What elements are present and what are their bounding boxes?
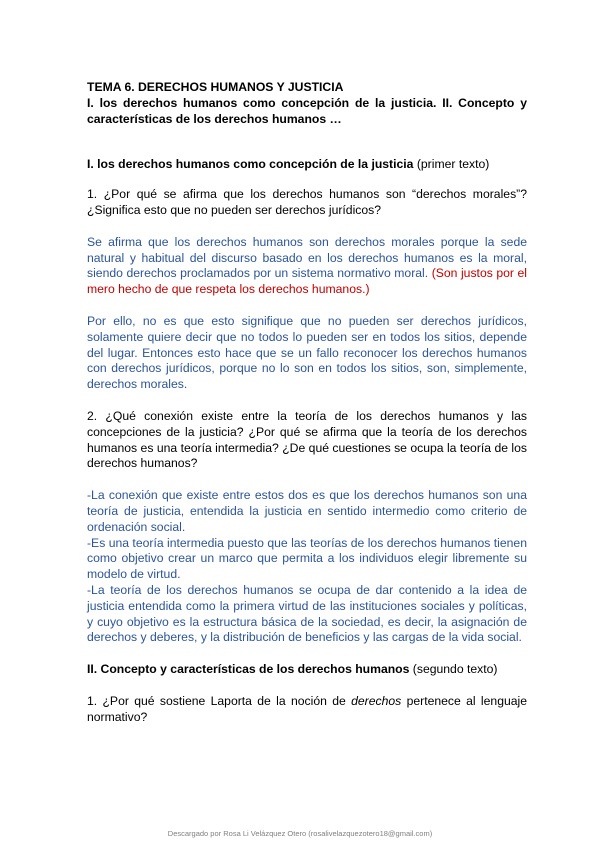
answer-1-red-note: (Son justos por el mero hecho de que respeta los derechos humanos.) <box>87 266 527 297</box>
section2-q1-post: pertenece al lenguaje normativo? <box>87 693 528 724</box>
download-footer: Descargado por Rosa Li Velázquez Otero (rosalivelazquezotero18@gmail.com) <box>167 829 433 838</box>
answer-1-text: Se afirma que los derechos humanos son derechos morales porque la sede natural y habitual del discurso basado en los derechos humanos es la moral, siendo derechos proclamados por un sistema normativo moral. <box>87 234 527 281</box>
section1-heading-note: (primer texto) <box>413 157 490 172</box>
section1-heading <box>87 157 527 173</box>
section2-heading-note: (segundo texto) <box>409 662 498 677</box>
document-title: TEMA 6. DERECHOS HUMANOS Y JUSTICIA <box>87 80 344 94</box>
section2-heading-title: II. Concepto y características de los derechos humanos <box>87 662 410 677</box>
section1-answer-1 <box>87 235 527 298</box>
document-subtitle: I. los derechos humanos como concepción de la justicia. II. Concepto y características de los derechos humanos … <box>87 95 527 126</box>
section1-heading-title: I. los derechos humanos como concepción de la justicia <box>87 157 414 172</box>
section1-question-1: 1. ¿Por qué se afirma que los derechos humanos son “derechos morales”? ¿Significa esto que no pueden ser derechos jurídicos? <box>87 187 527 217</box>
section1-question-2: 2. ¿Qué conexión existe entre la teoría de los derechos humanos y las concepciones de la justicia? ¿Por qué se afirma que la teoría de los derechos humanos es una teoría intermedia? ¿De qué cuestiones se ocupa la teoría de los derechos humanos? <box>87 408 527 471</box>
section1-answer-2-part-1: -La conexión que existe entre estos dos es que los derechos humanos son una teoría de justicia, entendida la justicia en sentido intermedio como criterio de ordenación social. <box>87 488 527 534</box>
section1-answer-2-part-3: -La teoría de los derechos humanos se ocupa de dar contenido a la idea de justicia entendida como la primera virtud de las instituciones sociales y políticas, y cuyo objetivo es la estructura básica de la sociedad, es decir, la asignación de derechos y deberes, y la distribución de beneficios y las cargas de la vida social. <box>87 582 527 645</box>
section1-answer-2-part-2: -Es una teoría intermedia puesto que las teorías de los derechos humanos tienen como objetivo crear un marco que permita a los individuos elegir libremente su modelo de virtud. <box>87 535 527 582</box>
section2-heading <box>87 662 527 678</box>
document-page <box>87 80 527 726</box>
section2-q1-pre: 1. ¿Por qué sostiene Laporta de la noción de <box>87 693 352 708</box>
section1-answer-1-paragraph-2: Por ello, no es que esto signifique que no pueden ser derechos jurídicos, solamente quiere decir que no todos lo pueden ser en todos los sitios, depende del lugar. Entonces esto hace que se un fallo reconocer los derechos humanos con derechos jurídicos, porque no lo son en todos los sitios, son, simplemente, derechos morales. <box>87 313 527 392</box>
section2-question-1 <box>87 694 527 726</box>
section2-q1-emphasis: derechos <box>351 693 402 708</box>
